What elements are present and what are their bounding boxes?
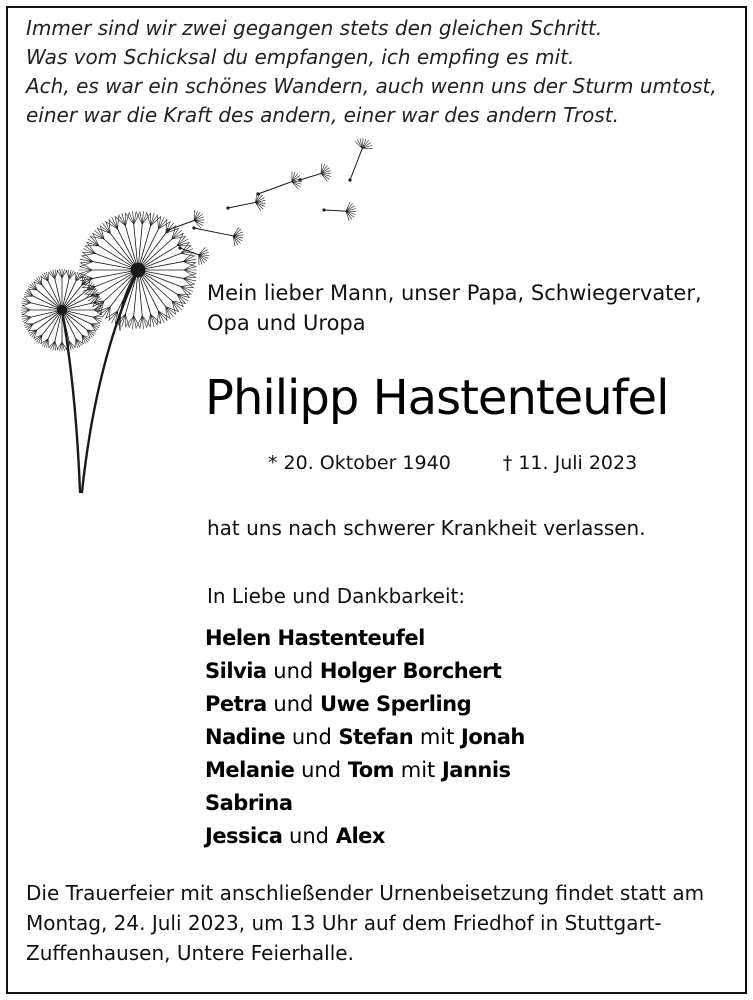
mourner-row [205,820,525,853]
mourner-name: Tom [347,758,395,782]
connector-text: mit [413,725,462,749]
connector-text: und [266,692,321,716]
mourner-name: Alex [335,824,385,848]
poem-line: Immer sind wir zwei gegangen stets den gleichen Schritt. [26,16,603,40]
mourner-name: Jessica [205,824,283,848]
funeral-line: Zuffenhausen, Untere Feierhalle. [26,941,354,965]
thanks-heading: In Liebe und Dankbarkeit: [207,584,466,608]
mourner-row [205,787,525,820]
connector-text: und [294,758,348,782]
mourners-list [205,622,525,853]
connector-text: und [285,725,339,749]
passing-message: hat uns nach schwerer Krankheit verlassen. [207,516,646,540]
intro [207,278,702,338]
poem-line: einer war die Kraft des andern, einer war des andern Trost. [26,103,620,127]
mourner-name: Helen Hastenteufel [205,626,425,650]
mourner-name: Silvia [205,659,267,683]
connector-text: und [266,659,320,683]
mourner-row [205,754,525,787]
mourner-name: Jannis [441,758,511,782]
poem-line: Ach, es war ein schönes Wandern, auch wenn uns der Sturm umtost, [26,74,717,98]
funeral-notice [26,878,726,968]
mourner-name: Uwe Sperling [320,692,472,716]
mourner-name: Holger Borchert [319,659,502,683]
life-dates [268,452,637,474]
mourner-row [205,622,525,655]
mourner-row [205,721,525,754]
intro-line: Mein lieber Mann, unser Papa, Schwiegervater, [207,281,702,305]
mourner-name: Jonah [461,725,525,749]
poem-line: Was vom Schicksal du empfangen, ich empfing es mit. [26,45,575,69]
poem [26,14,726,130]
deceased-name: Philipp Hastenteufel [205,370,669,426]
mourner-name: Melanie [205,758,295,782]
funeral-line: Montag, 24. Juli 2023, um 13 Uhr auf dem Friedhof in Stuttgart- [26,911,662,935]
mourner-name: Stefan [338,725,414,749]
connector-text: und [282,824,336,848]
intro-line: Opa und Uropa [207,311,366,335]
mourner-name: Sabrina [205,791,293,815]
connector-text: mit [394,758,442,782]
birth-date: * 20. Oktober 1940 [268,452,451,474]
mourner-name: Petra [205,692,267,716]
funeral-line: Die Trauerfeier mit anschließender Urnenbeisetzung findet statt am [26,881,705,905]
mourner-row [205,688,525,721]
mourner-name: Nadine [205,725,286,749]
death-date: † 11. Juli 2023 [502,452,638,474]
mourner-row [205,655,525,688]
